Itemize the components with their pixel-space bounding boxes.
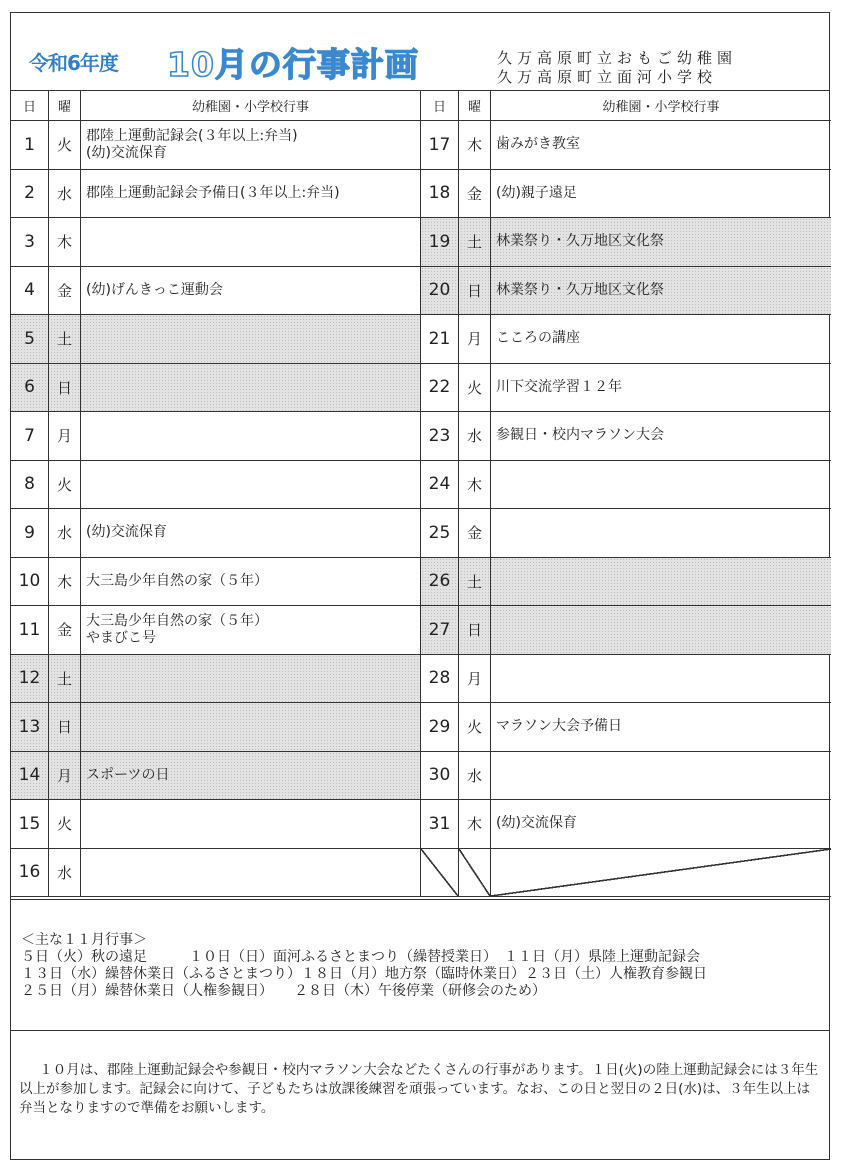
events-cell [491,800,831,848]
events-cell [491,509,831,557]
events-cell [81,461,421,509]
day-number: 22 [421,364,459,412]
day-row [421,412,831,461]
header [11,13,829,91]
day-number: 29 [421,703,459,751]
events-cell [491,558,831,606]
weekday: 木 [459,121,491,169]
day-number: 19 [421,218,459,266]
event-text: こころの講座 [496,330,580,347]
event-text: スポーツの日 [86,766,170,783]
day-number: 11 [11,606,49,654]
day-number: 17 [421,121,459,169]
event-text: (幼)交流保育 [86,524,167,541]
weekday: 木 [459,800,491,848]
weekday: 水 [459,412,491,460]
day-row [421,509,831,558]
weekday: 日 [49,703,81,751]
event-text: 参観日・校内マラソン大会 [496,427,664,444]
day-number: 26 [421,558,459,606]
column-day: 日 [11,91,49,120]
weekday: 木 [49,558,81,606]
day-number: 6 [11,364,49,412]
day-number: 20 [421,267,459,315]
weekday: 水 [49,849,81,897]
day-number: 23 [421,412,459,460]
day-row [421,703,831,752]
weekday: 水 [459,752,491,800]
events-cell [81,606,421,654]
weekday: 月 [49,752,81,800]
day-row [11,461,421,510]
events-cell [81,267,421,315]
events-cell [81,800,421,848]
school-name-elementary: 久万高原町立面河小学校 [497,68,718,86]
events-cell [81,364,421,412]
day-number: 14 [11,752,49,800]
column-header [421,91,831,121]
weekday: 木 [459,461,491,509]
day-row [11,364,421,413]
day-row [11,267,421,316]
events-cell [81,752,421,800]
calendar-sheet [10,12,830,1160]
events-cell [81,315,421,363]
weekday: 土 [459,558,491,606]
page-title: 10月の行事計画 [167,45,419,84]
day-row [421,267,831,316]
november-events [11,899,829,1031]
calendar-right [421,91,831,897]
weekday: 火 [459,703,491,751]
day-number: 16 [11,849,49,897]
events-cell [491,121,831,169]
weekday: 日 [459,267,491,315]
day-row [11,558,421,607]
message-text: １０月は、郡陸上運動記録会や参観日・校内マラソン大会などたくさんの行事があります。１日(火)の陸上運動記録会には３年生以上が参加します。記録会に向けて、子どもたちは放課後練習を頑張っています。なお、この日と翌日の２日(水)は、３年生以上は弁当となりますので準備をお願いします。 [19,1062,819,1116]
day-row [421,364,831,413]
november-line: ５日（火）秋の遠足 １０日（日）面河ふるさとまつり（繰替授業日） １１日（月）県陸上運動記録会 [21,949,700,965]
day-row [421,121,831,170]
weekday: 木 [49,218,81,266]
event-text: やまびこ号 [86,629,156,646]
events-cell [491,267,831,315]
weekday: 土 [459,218,491,266]
weekday: 土 [49,315,81,363]
day-row [11,509,421,558]
weekday [459,849,491,897]
day-number: 1 [11,121,49,169]
column-day: 日 [421,91,459,120]
day-row [421,461,831,510]
era-label: 令和6年度 [29,51,118,75]
weekday: 水 [49,170,81,218]
events-cell [491,315,831,363]
day-row [11,703,421,752]
day-number: 8 [11,461,49,509]
day-number: 7 [11,412,49,460]
events-cell [81,121,421,169]
events-cell [491,364,831,412]
weekday: 火 [49,800,81,848]
weekday: 金 [459,170,491,218]
events-cell [491,655,831,703]
events-cell [491,461,831,509]
events-cell [491,849,831,897]
day-number: 3 [11,218,49,266]
day-row [421,558,831,607]
weekday: 日 [49,364,81,412]
left-rows [11,121,421,897]
weekday: 月 [459,655,491,703]
school-name-kindergarten: 久万高原町立おもご幼稚園 [497,49,738,67]
day-row [11,170,421,219]
weekday: 火 [459,364,491,412]
events-cell [491,752,831,800]
events-cell [81,509,421,557]
weekday: 月 [459,315,491,363]
events-cell [81,703,421,751]
column-weekday: 曜 [49,91,81,120]
blank-row [421,849,831,898]
weekday: 金 [49,267,81,315]
day-row [11,800,421,849]
day-row [421,800,831,849]
event-text: 林業祭り・久万地区文化祭 [496,281,664,298]
event-text: 大三島少年自然の家（５年） [86,572,268,589]
event-text: 歯みがき教室 [496,136,580,153]
day-number: 5 [11,315,49,363]
day-row [421,218,831,267]
day-row [11,121,421,170]
events-cell [81,655,421,703]
day-number: 10 [11,558,49,606]
day-number: 15 [11,800,49,848]
day-row [11,655,421,704]
day-row [421,752,831,801]
weekday: 土 [49,655,81,703]
event-text: (幼)交流保育 [86,144,167,161]
day-number: 30 [421,752,459,800]
day-row [11,412,421,461]
event-text: (幼)げんきっこ運動会 [86,281,223,298]
day-row [11,752,421,801]
right-rows [421,121,831,897]
events-cell [81,849,421,897]
day-number: 13 [11,703,49,751]
events-cell [491,412,831,460]
day-number: 9 [11,509,49,557]
day-number: 18 [421,170,459,218]
day-row [11,315,421,364]
day-row [421,606,831,655]
day-number [421,849,459,897]
events-cell [491,170,831,218]
column-header [11,91,421,121]
events-cell [81,558,421,606]
day-row [11,849,421,898]
day-row [421,315,831,364]
weekday: 金 [459,509,491,557]
weekday: 火 [49,121,81,169]
november-heading: ＜主な１１月行事＞ [21,932,147,948]
event-text: 林業祭り・久万地区文化祭 [496,233,664,250]
events-cell [491,218,831,266]
calendar-left [11,91,421,897]
event-text: 大三島少年自然の家（５年） [86,612,268,629]
day-number: 12 [11,655,49,703]
day-number: 24 [421,461,459,509]
day-row [421,655,831,704]
day-row [11,218,421,267]
weekday: 月 [49,412,81,460]
weekday: 火 [49,461,81,509]
weekday: 日 [459,606,491,654]
school-names [497,49,737,87]
column-events: 幼稚園・小学校行事 [602,100,720,115]
november-line: ２５日（月）繰替休業日（人権参観日） ２８日（木）午後停業（研修会のため） [21,983,546,999]
day-number: 27 [421,606,459,654]
event-text: 郡陸上運動記録会(３年以上:弁当) [86,127,298,144]
day-row [11,606,421,655]
day-number: 21 [421,315,459,363]
event-text: 川下交流学習１２年 [496,378,622,395]
events-cell [81,170,421,218]
day-number: 31 [421,800,459,848]
event-text: (幼)親子遠足 [496,184,577,201]
weekday: 水 [49,509,81,557]
events-cell [491,703,831,751]
events-cell [491,606,831,654]
event-text: マラソン大会予備日 [496,718,622,735]
events-cell [81,412,421,460]
event-text: 郡陸上運動記録会予備日(３年以上:弁当) [86,184,340,201]
column-events: 幼稚園・小学校行事 [81,91,421,120]
weekday: 金 [49,606,81,654]
column-weekday: 曜 [459,91,491,120]
day-number: 2 [11,170,49,218]
events-cell [81,218,421,266]
day-number: 28 [421,655,459,703]
day-row [421,170,831,219]
event-text: (幼)交流保育 [496,815,577,832]
day-number: 25 [421,509,459,557]
november-line: １３日（水）繰替休業日（ふるさとまつり）１８日（月）地方祭（臨時休業日）２３日（土）人権教育参観日 [21,966,707,982]
day-number: 4 [11,267,49,315]
